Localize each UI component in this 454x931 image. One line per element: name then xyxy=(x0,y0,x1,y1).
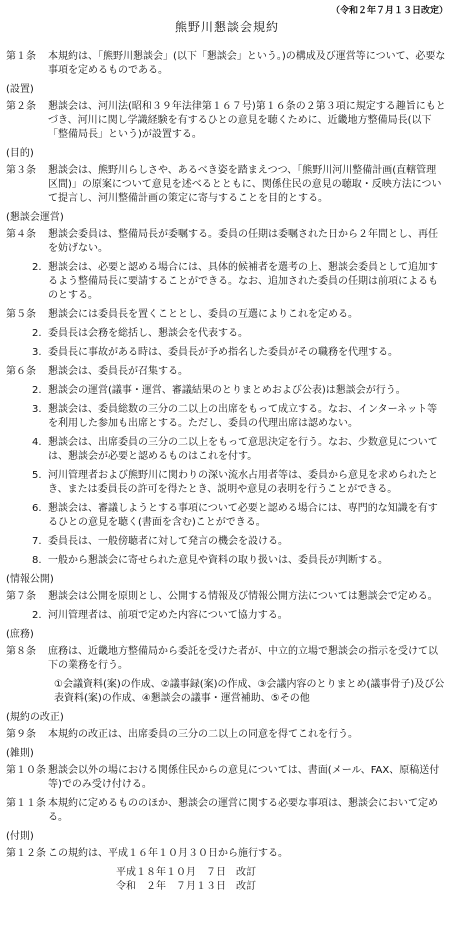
paragraph-text: 懇談会は、委員総数の三分の二以上の出席をもって成立する。なお、インターネット等を利用した参加も出席とする。ただし、委員の代理出席は認めない。 xyxy=(48,404,438,429)
article xyxy=(6,728,446,742)
article-text: 懇談会は、委員長が召集する。 xyxy=(48,366,188,377)
section-heading: (雑則) xyxy=(6,748,34,759)
section-heading: (情報公開) xyxy=(6,574,54,585)
article-text: 懇談会は、熊野川らしさや、あるべき姿を踏まえつつ、「熊野川河川整備計画(直轄管理区間)」の原案について意見を述べるとともに、関係住民の意見の聴取・反映方法について提言し、河川整備計画の策定に寄与することを目的とする。 xyxy=(48,165,442,204)
article-paragraph xyxy=(6,436,446,464)
revision-date: 令和 ２年 ７月１３日 改訂 xyxy=(116,881,256,892)
paragraph-text: 委員長は、一般傍聴者に対して発言の機会を設ける。 xyxy=(48,536,288,547)
article xyxy=(6,797,446,825)
article-text: 本規約の改正は、出席委員の三分の二以上の同意を得てこれを行う。 xyxy=(48,729,358,740)
article-number: 第９条 xyxy=(6,729,36,740)
paragraph-number: 3. xyxy=(32,404,42,415)
article-text: 懇談会は、河川法(昭和３９年法律第１６７号)第１６条の２第３項に規定する趣旨にもとづき、河川に関し学識経験を有するひとの意見を聴くために、近畿地方整備局長(以下「整備局長」という)が設置する。 xyxy=(48,101,446,140)
article-paragraph xyxy=(6,327,446,341)
paragraph-text: 懇談会は、審議しようとする事項について必要と認める場合には、専門的な知識を有するひとの意見を聴く(書面を含む)ことができる。 xyxy=(48,503,438,528)
revision-note: （令和２年７月１３日改定） xyxy=(330,6,448,16)
article-number: 第１２条 xyxy=(6,848,46,859)
section xyxy=(6,573,446,623)
paragraph-number: 3. xyxy=(32,347,42,358)
duty-list: ①会議資料(案)の作成、②議事録(案)の作成、③会議内容のとりまとめ(議事骨子)及び公表資料(案)の作成、④懇談会の議事・運営補助、⑤その他 xyxy=(54,679,445,704)
section xyxy=(6,211,446,568)
paragraph-number: 8. xyxy=(32,555,42,566)
article xyxy=(6,365,446,379)
paragraph-number: 2. xyxy=(32,610,42,621)
paragraph-text: 懇談会は、出席委員の三分の二以上をもって意思決定を行う。なお、少数意見については、懇談会が必要と認めるものはこれを付す。 xyxy=(48,437,438,462)
article-text: 懇談会委員は、整備局長が委嘱する。委員の任期は委嘱された日から２年間とし、再任を妨げない。 xyxy=(48,229,438,254)
article-text: 本規約に定めるもののほか、懇談会の運営に関する必要な事項は、懇談会において定める。 xyxy=(48,798,438,823)
article xyxy=(6,50,446,78)
article xyxy=(6,100,446,142)
article-number: 第２条 xyxy=(6,101,36,112)
article-text: 懇談会は公開を原則とし、公開する情報及び情報公開方法については懇談会で定める。 xyxy=(48,591,438,602)
article xyxy=(6,764,446,792)
article-paragraph xyxy=(6,609,446,623)
paragraph-text: 懇談会の運営(議事・運営、審議結果のとりまとめおよび公表)は懇談会が行う。 xyxy=(48,385,406,396)
article-paragraph xyxy=(6,261,446,303)
article-paragraph xyxy=(6,554,446,568)
article-paragraph xyxy=(6,384,446,398)
page-title: 熊野川懇談会規約 xyxy=(174,20,279,34)
section xyxy=(6,83,446,142)
revision-date: 平成１８年１０月 ７日 改訂 xyxy=(116,867,256,878)
paragraph-number: 2. xyxy=(32,328,42,339)
article xyxy=(6,308,446,322)
section-heading: (規約の改正) xyxy=(6,712,64,723)
paragraph-number: 2. xyxy=(32,262,42,273)
article xyxy=(6,847,446,861)
section-heading: (庶務) xyxy=(6,629,34,640)
paragraph-text: 一般から懇談会に寄せられた意見や資料の取り扱いは、委員長が判断する。 xyxy=(48,555,388,566)
article-paragraph xyxy=(6,502,446,530)
section-heading: (付則) xyxy=(6,831,34,842)
article-text: 懇談会以外の場における関係住民からの意見については、書面(メール、FAX、原稿送付等)でのみ受け付ける。 xyxy=(48,765,440,790)
article-text: 本規約は、「熊野川懇談会」(以下「懇談会」という。)の構成及び運営等について、必要な事項を定めるものである。 xyxy=(48,51,446,76)
section-heading: (目的) xyxy=(6,148,34,159)
article-number: 第１１条 xyxy=(6,798,46,809)
article-number: 第５条 xyxy=(6,309,36,320)
article xyxy=(6,645,446,673)
paragraph-text: 委員長に事故がある時は、委員長が予め指名した委員がその職務を代理する。 xyxy=(48,347,398,358)
article xyxy=(6,164,446,206)
paragraph-text: 河川管理者および熊野川に関わりの深い流水占用者等は、委員から意見を求められたとき、または委員長の許可を得たとき、説明や意見の表明を行うことができる。 xyxy=(48,470,438,495)
article-paragraph xyxy=(6,346,446,360)
article-text: 庶務は、近畿地方整備局から委託を受けた者が、中立的立場で懇談会の指示を受けて以下の業務を行う。 xyxy=(48,646,438,671)
paragraph-number: 4. xyxy=(32,437,42,448)
regulation-body xyxy=(6,50,446,896)
article xyxy=(6,228,446,256)
article-text: 懇談会には委員長を置くこととし、委員の互選によりこれを定める。 xyxy=(48,309,358,320)
paragraph-text: 河川管理者は、前項で定めた内容について協力する。 xyxy=(48,610,288,621)
article-text: この規約は、平成１６年１０月３０日から施行する。 xyxy=(48,848,288,859)
article-number: 第１条 xyxy=(6,51,36,62)
article-number: 第３条 xyxy=(6,165,36,176)
section xyxy=(6,628,446,706)
article-paragraph xyxy=(6,469,446,497)
article-number: 第１０条 xyxy=(6,765,46,776)
article-number: 第４条 xyxy=(6,229,36,240)
paragraph-text: 懇談会は、必要と認める場合には、具体的候補者を選考の上、懇談会委員として追加するよう整備局長に要請することができる。なお、追加された委員の任期は前項によるものとする。 xyxy=(48,262,438,301)
paragraph-text: 委員長は会務を総括し、懇談会を代表する。 xyxy=(48,328,248,339)
section xyxy=(6,830,446,894)
paragraph-number: 2. xyxy=(32,385,42,396)
section xyxy=(6,50,446,78)
article xyxy=(6,590,446,604)
section-heading: (設置) xyxy=(6,84,34,95)
paragraph-number: 5. xyxy=(32,470,42,481)
article-number: 第８条 xyxy=(6,646,36,657)
section xyxy=(6,147,446,206)
article-number: 第６条 xyxy=(6,366,36,377)
section xyxy=(6,747,446,825)
paragraph-number: 7. xyxy=(32,536,42,547)
article-number: 第７条 xyxy=(6,591,36,602)
paragraph-number: 6. xyxy=(32,503,42,514)
section-heading: (懇談会運営) xyxy=(6,212,64,223)
article-paragraph xyxy=(6,403,446,431)
section xyxy=(6,711,446,742)
article-paragraph xyxy=(6,535,446,549)
